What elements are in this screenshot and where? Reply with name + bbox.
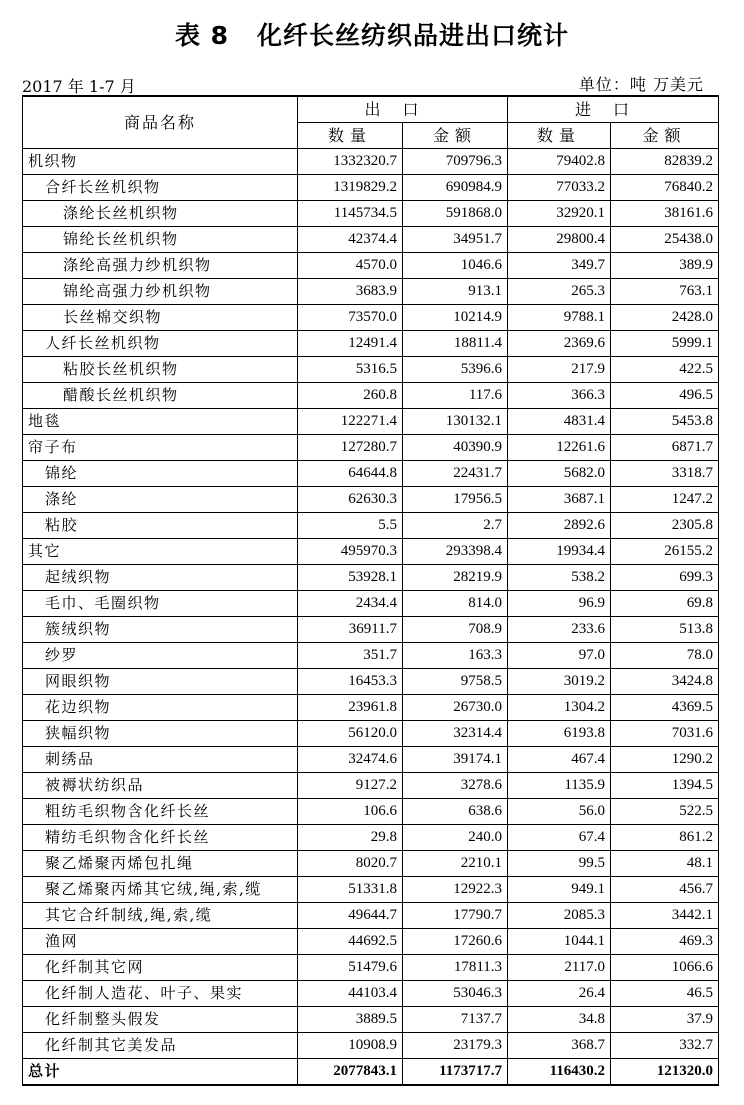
table-row [23,695,719,721]
import-amount-cell: 69.8 [611,591,719,617]
export-qty-cell: 351.7 [298,643,403,669]
import-amount-cell: 1394.5 [611,773,719,799]
export-qty-cell: 4570.0 [298,253,403,279]
unit-label: 单位：吨 万美元 [578,75,704,94]
import-amount-cell: 26155.2 [611,539,719,565]
import-qty-cell: 366.3 [508,383,611,409]
import-amount-cell: 5453.8 [611,409,719,435]
product-name-cell: 刺绣品 [23,747,298,773]
product-name-cell: 狭幅织物 [23,721,298,747]
table-row [23,773,719,799]
table-row [23,721,719,747]
export-qty-cell: 12491.4 [298,331,403,357]
export-amount-cell: 39174.1 [403,747,508,773]
import-qty-cell: 368.7 [508,1033,611,1059]
export-qty-cell: 1145734.5 [298,201,403,227]
table-row [23,825,719,851]
export-qty-cell: 44103.4 [298,981,403,1007]
import-amount-cell: 763.1 [611,279,719,305]
table-row [23,201,719,227]
export-qty-cell: 62630.3 [298,487,403,513]
import-qty-cell: 6193.8 [508,721,611,747]
table-row [23,279,719,305]
total-export-qty-cell: 2077843.1 [298,1059,403,1086]
import-qty-cell: 9788.1 [508,305,611,331]
product-name-cell: 化纤制整头假发 [23,1007,298,1033]
import-qty-cell: 67.4 [508,825,611,851]
product-name-cell: 网眼织物 [23,669,298,695]
product-name-cell: 起绒织物 [23,565,298,591]
import-qty-cell: 538.2 [508,565,611,591]
export-qty-cell: 122271.4 [298,409,403,435]
export-qty-cell: 5316.5 [298,357,403,383]
product-name-cell: 锦纶长丝机织物 [23,227,298,253]
import-qty-cell: 1135.9 [508,773,611,799]
export-qty-cell: 10908.9 [298,1033,403,1059]
export-qty-cell: 1319829.2 [298,175,403,201]
export-amount-cell: 40390.9 [403,435,508,461]
import-amount-cell: 1247.2 [611,487,719,513]
table-row [23,305,719,331]
export-qty-cell: 51479.6 [298,955,403,981]
table-row [23,799,719,825]
export-amount-cell: 591868.0 [403,201,508,227]
export-amount-cell: 814.0 [403,591,508,617]
table-row [23,1007,719,1033]
import-amount-cell: 3318.7 [611,461,719,487]
table-row [23,669,719,695]
product-name-cell: 合纤长丝机织物 [23,175,298,201]
import-amount-cell: 1066.6 [611,955,719,981]
table-row [23,955,719,981]
export-amount-cell: 708.9 [403,617,508,643]
product-name-cell: 人纤长丝机织物 [23,331,298,357]
product-name-cell: 化纤制其它网 [23,955,298,981]
import-qty-cell: 3687.1 [508,487,611,513]
total-import-amount-cell: 121320.0 [611,1059,719,1086]
table-row [23,981,719,1007]
import-qty-cell: 949.1 [508,877,611,903]
product-name-cell: 涤纶 [23,487,298,513]
export-qty-cell: 127280.7 [298,435,403,461]
export-amount-cell: 17790.7 [403,903,508,929]
import-qty-cell: 217.9 [508,357,611,383]
import-amount-cell: 25438.0 [611,227,719,253]
import-qty-cell: 79402.8 [508,149,611,175]
export-amount-cell: 2.7 [403,513,508,539]
export-amount-cell: 18811.4 [403,331,508,357]
header-export: 出口 [298,96,508,123]
table-row [23,383,719,409]
product-name-cell: 花边织物 [23,695,298,721]
table-row [23,175,719,201]
table-row [23,539,719,565]
product-name-cell: 帘子布 [23,435,298,461]
page-title [0,16,744,52]
import-qty-cell: 2892.6 [508,513,611,539]
import-amount-cell: 5999.1 [611,331,719,357]
import-amount-cell: 332.7 [611,1033,719,1059]
import-amount-cell: 3442.1 [611,903,719,929]
table-header [23,96,719,149]
export-amount-cell: 709796.3 [403,149,508,175]
import-amount-cell: 76840.2 [611,175,719,201]
import-qty-cell: 2369.6 [508,331,611,357]
import-qty-cell: 19934.4 [508,539,611,565]
import-amount-cell: 78.0 [611,643,719,669]
export-amount-cell: 32314.4 [403,721,508,747]
import-qty-cell: 2085.3 [508,903,611,929]
import-qty-cell: 29800.4 [508,227,611,253]
table-row [23,461,719,487]
export-amount-cell: 240.0 [403,825,508,851]
total-row [23,1059,719,1086]
import-amount-cell: 46.5 [611,981,719,1007]
export-amount-cell: 638.6 [403,799,508,825]
header-product-name: 商品名称 [23,96,298,149]
export-amount-cell: 7137.7 [403,1007,508,1033]
header-import: 进口 [508,96,719,123]
import-amount-cell: 496.5 [611,383,719,409]
header-export-amount: 金额 [403,123,508,149]
table-body [23,149,719,1086]
export-amount-cell: 2210.1 [403,851,508,877]
import-qty-cell: 3019.2 [508,669,611,695]
import-amount-cell: 3424.8 [611,669,719,695]
table-row [23,409,719,435]
import-qty-cell: 97.0 [508,643,611,669]
product-name-cell: 其它合纤制绒,绳,索,缆 [23,903,298,929]
export-amount-cell: 26730.0 [403,695,508,721]
export-amount-cell: 28219.9 [403,565,508,591]
export-qty-cell: 8020.7 [298,851,403,877]
import-amount-cell: 456.7 [611,877,719,903]
export-amount-cell: 690984.9 [403,175,508,201]
import-amount-cell: 699.3 [611,565,719,591]
import-amount-cell: 1290.2 [611,747,719,773]
import-amount-cell: 48.1 [611,851,719,877]
header-export-qty: 数量 [298,123,403,149]
export-qty-cell: 16453.3 [298,669,403,695]
export-qty-cell: 260.8 [298,383,403,409]
product-name-cell: 锦纶高强力纱机织物 [23,279,298,305]
product-name-cell: 化纤制其它美发品 [23,1033,298,1059]
export-amount-cell: 17811.3 [403,955,508,981]
product-name-cell: 粘胶 [23,513,298,539]
export-qty-cell: 3889.5 [298,1007,403,1033]
export-qty-cell: 53928.1 [298,565,403,591]
table-row [23,565,719,591]
import-qty-cell: 233.6 [508,617,611,643]
export-qty-cell: 73570.0 [298,305,403,331]
import-qty-cell: 2117.0 [508,955,611,981]
product-name-cell: 地毯 [23,409,298,435]
export-qty-cell: 495970.3 [298,539,403,565]
import-amount-cell: 513.8 [611,617,719,643]
export-amount-cell: 12922.3 [403,877,508,903]
table-row [23,149,719,175]
import-amount-cell: 469.3 [611,929,719,955]
import-amount-cell: 37.9 [611,1007,719,1033]
export-qty-cell: 2434.4 [298,591,403,617]
export-amount-cell: 1046.6 [403,253,508,279]
table-row [23,903,719,929]
product-name-cell: 其它 [23,539,298,565]
table-title: 化纤长丝纺织品进出口统计 [257,21,570,50]
table-row [23,591,719,617]
table-row [23,513,719,539]
product-name-cell: 聚乙烯聚丙烯包扎绳 [23,851,298,877]
product-name-cell: 簇绒织物 [23,617,298,643]
import-qty-cell: 96.9 [508,591,611,617]
import-amount-cell: 6871.7 [611,435,719,461]
export-amount-cell: 293398.4 [403,539,508,565]
import-qty-cell: 77033.2 [508,175,611,201]
table-row [23,227,719,253]
header-import-qty: 数量 [508,123,611,149]
product-name-cell: 粘胶长丝机织物 [23,357,298,383]
export-amount-cell: 34951.7 [403,227,508,253]
product-name-cell: 涤纶高强力纱机织物 [23,253,298,279]
export-qty-cell: 9127.2 [298,773,403,799]
product-name-cell: 聚乙烯聚丙烯其它绒,绳,索,缆 [23,877,298,903]
total-import-qty-cell: 116430.2 [508,1059,611,1086]
export-qty-cell: 5.5 [298,513,403,539]
export-amount-cell: 5396.6 [403,357,508,383]
export-qty-cell: 29.8 [298,825,403,851]
import-amount-cell: 38161.6 [611,201,719,227]
table-row [23,643,719,669]
import-qty-cell: 12261.6 [508,435,611,461]
import-amount-cell: 861.2 [611,825,719,851]
export-amount-cell: 130132.1 [403,409,508,435]
product-name-cell: 醋酸长丝机织物 [23,383,298,409]
product-name-cell: 渔网 [23,929,298,955]
table-row [23,617,719,643]
import-amount-cell: 2428.0 [611,305,719,331]
table-row [23,253,719,279]
import-qty-cell: 26.4 [508,981,611,1007]
import-amount-cell: 422.5 [611,357,719,383]
table-row [23,1033,719,1059]
product-name-cell: 化纤制人造花、叶子、果实 [23,981,298,1007]
export-qty-cell: 3683.9 [298,279,403,305]
export-qty-cell: 32474.6 [298,747,403,773]
export-amount-cell: 53046.3 [403,981,508,1007]
product-name-cell: 粗纺毛织物含化纤长丝 [23,799,298,825]
export-amount-cell: 117.6 [403,383,508,409]
import-amount-cell: 522.5 [611,799,719,825]
export-amount-cell: 9758.5 [403,669,508,695]
export-qty-cell: 42374.4 [298,227,403,253]
import-qty-cell: 467.4 [508,747,611,773]
table-row [23,747,719,773]
export-qty-cell: 64644.8 [298,461,403,487]
product-name-cell: 锦纶 [23,461,298,487]
export-amount-cell: 22431.7 [403,461,508,487]
product-name-cell: 涤纶长丝机织物 [23,201,298,227]
import-amount-cell: 82839.2 [611,149,719,175]
table-row [23,487,719,513]
export-amount-cell: 17956.5 [403,487,508,513]
product-name-cell: 纱罗 [23,643,298,669]
import-qty-cell: 4831.4 [508,409,611,435]
import-qty-cell: 349.7 [508,253,611,279]
table-row [23,435,719,461]
trade-statistics-table [22,95,719,1086]
export-qty-cell: 51331.8 [298,877,403,903]
export-amount-cell: 913.1 [403,279,508,305]
product-name-cell: 机织物 [23,149,298,175]
import-qty-cell: 265.3 [508,279,611,305]
import-qty-cell: 34.8 [508,1007,611,1033]
export-qty-cell: 36911.7 [298,617,403,643]
product-name-cell: 长丝棉交织物 [23,305,298,331]
table-number: 表 8 [174,21,230,50]
product-name-cell: 精纺毛织物含化纤长丝 [23,825,298,851]
period-label: 2017 年 1-7 月 [22,77,136,96]
total-export-amount-cell: 1173717.7 [403,1059,508,1086]
import-amount-cell: 4369.5 [611,695,719,721]
export-qty-cell: 56120.0 [298,721,403,747]
export-amount-cell: 17260.6 [403,929,508,955]
export-amount-cell: 163.3 [403,643,508,669]
import-qty-cell: 32920.1 [508,201,611,227]
table-row [23,929,719,955]
export-amount-cell: 10214.9 [403,305,508,331]
table-row [23,331,719,357]
header-import-amount: 金额 [611,123,719,149]
export-qty-cell: 1332320.7 [298,149,403,175]
table-row [23,851,719,877]
import-qty-cell: 1304.2 [508,695,611,721]
total-label: 总计 [23,1059,298,1086]
export-qty-cell: 49644.7 [298,903,403,929]
product-name-cell: 毛巾、毛圈织物 [23,591,298,617]
import-qty-cell: 1044.1 [508,929,611,955]
export-amount-cell: 23179.3 [403,1033,508,1059]
import-amount-cell: 389.9 [611,253,719,279]
import-qty-cell: 99.5 [508,851,611,877]
import-amount-cell: 7031.6 [611,721,719,747]
import-qty-cell: 5682.0 [508,461,611,487]
export-qty-cell: 106.6 [298,799,403,825]
import-qty-cell: 56.0 [508,799,611,825]
import-amount-cell: 2305.8 [611,513,719,539]
product-name-cell: 被褥状纺织品 [23,773,298,799]
export-qty-cell: 23961.8 [298,695,403,721]
table-row [23,357,719,383]
export-qty-cell: 44692.5 [298,929,403,955]
table-row [23,877,719,903]
export-amount-cell: 3278.6 [403,773,508,799]
